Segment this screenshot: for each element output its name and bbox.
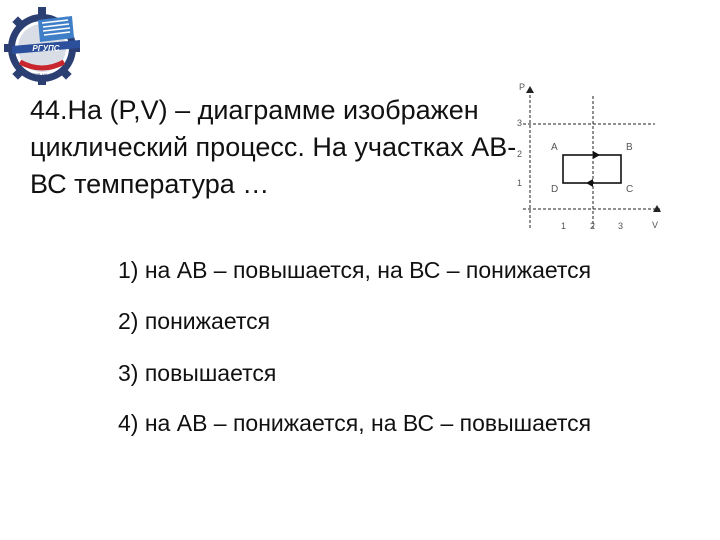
p-axis-arrow-icon — [526, 86, 534, 93]
arrow-left-icon — [586, 179, 593, 187]
p-tick-2: 2 — [517, 149, 523, 159]
logo-text: РГУПС — [32, 44, 60, 53]
question-line-3: ВС температура … — [30, 169, 270, 199]
logo-subtext: РОСТОВ-НА-ДОНУ — [24, 72, 60, 77]
v-axis-label: V — [652, 220, 659, 230]
book-icon — [38, 16, 74, 42]
arrow-right-icon — [593, 151, 600, 159]
p-axis-label: P — [519, 82, 526, 92]
v-tick-3: 3 — [618, 221, 624, 231]
point-c-label: C — [626, 184, 634, 195]
university-logo — [2, 2, 86, 86]
v-tick-2: 2 — [590, 221, 596, 231]
point-a-label: A — [551, 142, 558, 153]
answer-option-3: 3) повышается — [118, 360, 277, 386]
cycle-rectangle — [563, 155, 621, 183]
v-tick-1: 1 — [561, 221, 567, 231]
answer-option-2: 2) понижается — [118, 308, 271, 334]
question-line-2: циклический процесс. На участках АВ- — [30, 132, 517, 162]
question-text — [30, 92, 517, 203]
point-b-label: B — [626, 142, 633, 153]
question-line-1: 44.На (P,V) – диаграмме изображен — [30, 95, 479, 125]
pv-diagram — [505, 78, 675, 238]
answer-option-1: 1) на АВ – повышается, на ВС – понижается — [118, 257, 592, 283]
answer-option-4: 4) на АВ – понижается, на ВС – повышается — [118, 410, 592, 436]
p-tick-3: 3 — [517, 118, 523, 128]
point-d-label: D — [551, 184, 559, 195]
p-tick-1: 1 — [517, 178, 523, 188]
